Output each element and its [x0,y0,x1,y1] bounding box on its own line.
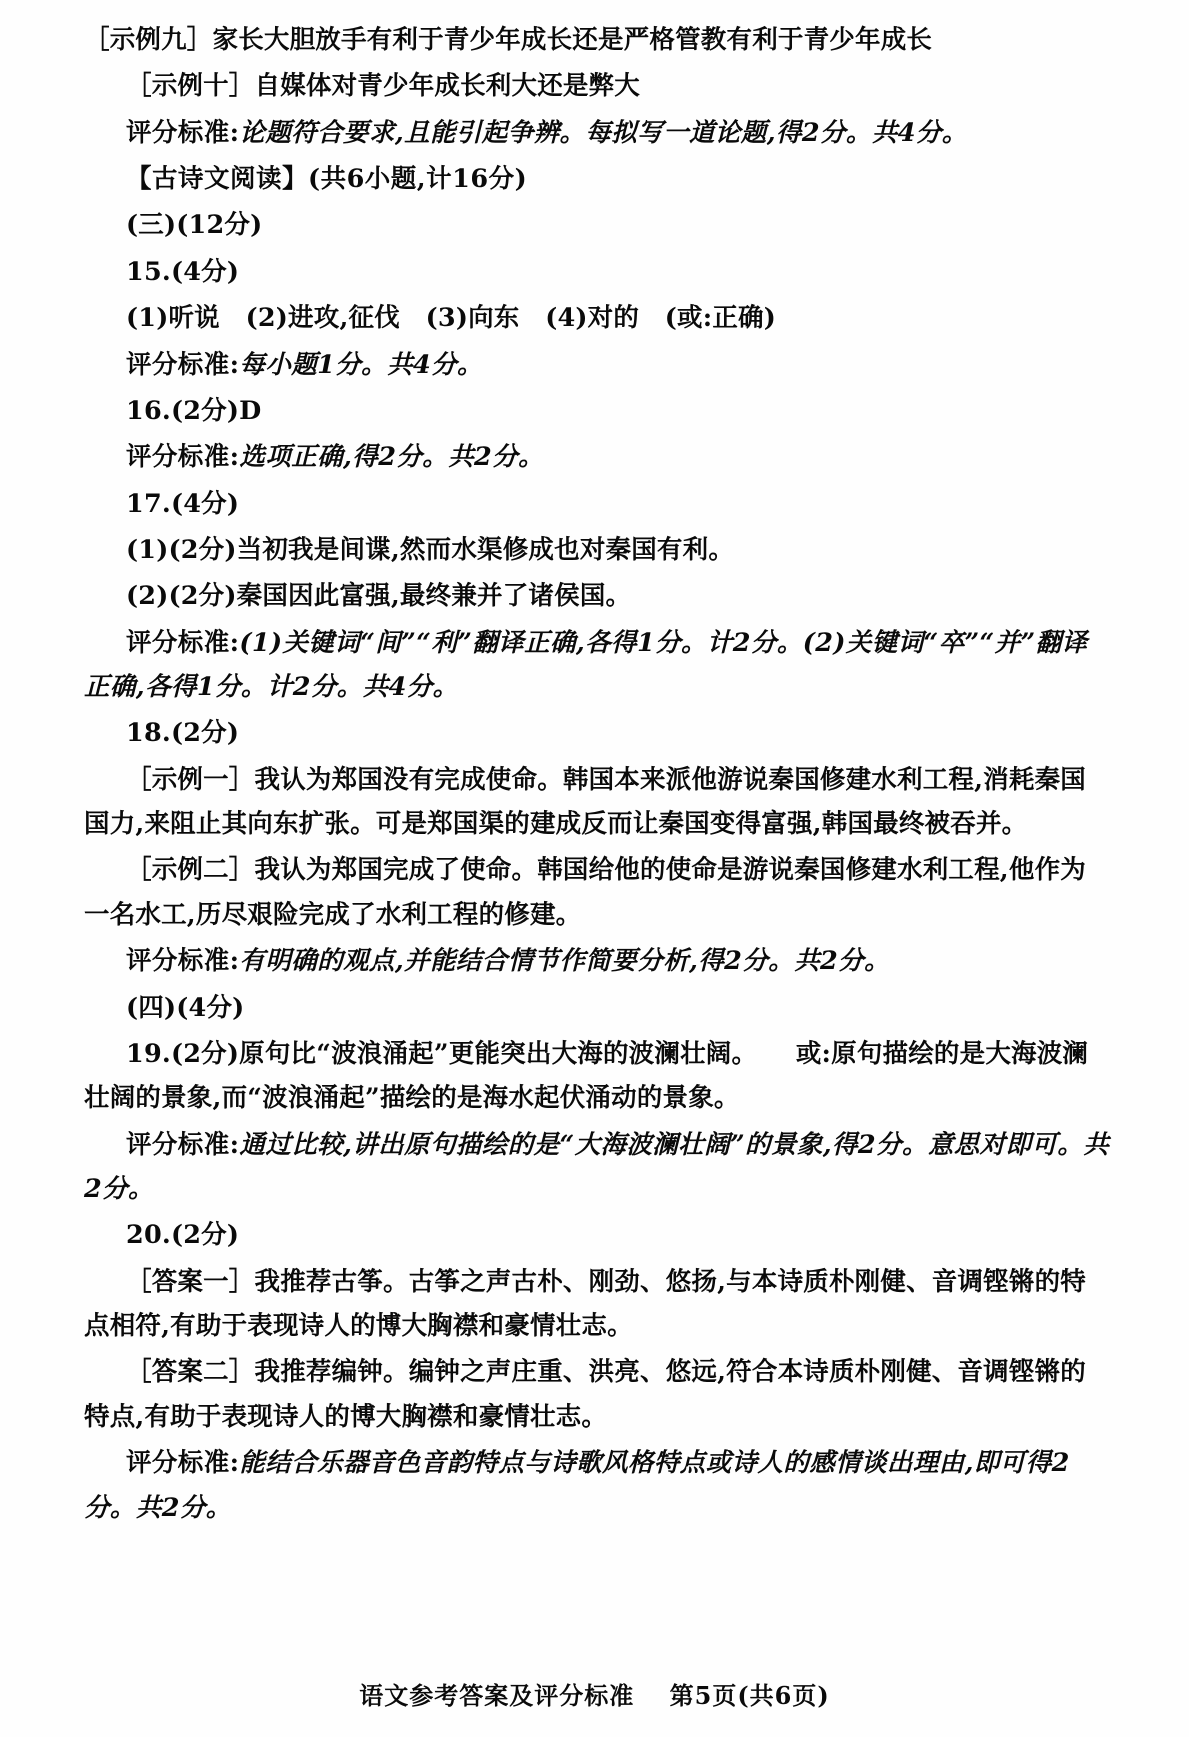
line-text: (三)(12分) [126,210,263,241]
doc-line-q20 [84,1213,1111,1257]
doc-line-crit-3 [84,435,1111,479]
line-text: (1)(2分)当初我是间谍,然而水渠修成也对秦国有利。 [126,534,735,565]
line-text: (四)(4分) [126,992,245,1023]
doc-line-part-4 [84,986,1111,1030]
doc-line-q19 [84,1032,1111,1121]
doc-line-ex9 [84,18,1111,62]
line-text: ［示例二］我认为郑国完成了使命。韩国给他的使命是游说秦国修建水利工程,他作为一名水工,历尽艰险完成了水利工程的修建。 [84,855,1086,930]
criteria-label: 评分标准: [126,946,240,977]
line-text: 16.(2分)D [126,395,262,426]
line-text: ［示例十］自媒体对青少年成长利大还是弊大 [126,71,641,102]
criteria-text: 论题符合要求,且能引起争辨。每拟写一道论题,得2分。共4分。 [239,117,968,148]
line-text: 【古诗文阅读】(共6小题,计16分) [126,164,528,195]
line-text: 18.(2分) [126,718,240,749]
criteria-text: 有明确的观点,并能结合情节作简要分析,得2分。共2分。 [239,946,890,977]
criteria-label: 评分标准: [126,117,240,148]
line-text: (1)听说 (2)进攻,征伐 (3)向东 (4)对的 (或:正确) [126,303,777,334]
doc-line-q18-ex2 [84,848,1111,937]
doc-line-section-gsw [84,157,1111,201]
line-text: 19.(2分)原句比“波浪涌起”更能突出大海的波澜壮阔。 或:原句描绘的是大海波澜壮阔的景象,而“波浪涌起”描绘的是海水起伏涌动的景象。 [84,1038,1089,1114]
line-text: (2)(2分)秦国因此富强,最终兼并了诸侯国。 [126,581,632,612]
criteria-label: 评分标准: [126,627,240,658]
doc-line-q20-a2 [84,1350,1111,1439]
line-text: ［示例一］我认为郑国没有完成使命。韩国本来派他游说秦国修建水利工程,消耗秦国国力,来阻止其向东扩张。可是郑国渠的建成反而让秦国变得富强,韩国最终被吞并。 [84,764,1086,840]
line-text: ［答案二］我推荐编钟。编钟之声庄重、洪亮、悠远,符合本诗质朴刚健、音调铿锵的特点,有助于表现诗人的博大胸襟和豪情壮志。 [84,1357,1086,1432]
line-text: 17.(4分) [126,488,240,519]
line-text: ［答案一］我推荐古筝。古筝之声古朴、刚劲、悠扬,与本诗质朴刚健、音调铿锵的特点相符,有助于表现诗人的博大胸襟和豪情壮志。 [84,1266,1086,1342]
doc-line-q15-ans [84,296,1111,340]
document-body [84,18,1111,1530]
doc-line-ex10 [84,64,1111,108]
criteria-text: 选项正确,得2分。共2分。 [239,442,544,473]
criteria-label: 评分标准: [126,349,240,380]
line-text: 15.(4分) [126,256,240,287]
criteria-label: 评分标准: [126,442,240,473]
footer-page-number: 第5页(共6页) [669,1681,830,1710]
doc-line-q17 [84,482,1111,526]
doc-line-q17-1 [84,528,1111,572]
criteria-text: (1)关键词“间”“利”翻译正确,各得1分。计2分。(2)关键词“卒”“并”翻译正确,各得1分。计2分。共4分。 [84,627,1088,703]
criteria-text: 通过比较,讲出原句描绘的是“大海波澜壮阔”的景象,得2分。意思对即可。共2分。 [84,1129,1110,1204]
doc-line-crit-5 [84,939,1111,983]
doc-line-part-3 [84,203,1111,247]
doc-line-crit-6 [84,1123,1111,1212]
doc-line-q20-a1 [84,1260,1111,1349]
line-text: ［示例九］家长大胆放手有利于青少年成长还是严格管教有利于青少年成长 [84,25,933,55]
line-text: 20.(2分) [126,1220,240,1251]
doc-line-crit-7 [84,1441,1111,1530]
criteria-text: 能结合乐器音色音韵特点与诗歌风格特点或诗人的感情谈出理由,即可得2分。共2分。 [84,1448,1070,1523]
doc-line-q17-2 [84,574,1111,618]
doc-line-crit-1 [84,111,1111,155]
doc-line-crit-2 [84,343,1111,387]
doc-line-q18 [84,711,1111,755]
doc-line-q18-ex1 [84,758,1111,847]
doc-line-crit-4 [84,621,1111,710]
criteria-label: 评分标准: [126,1129,240,1160]
criteria-label: 评分标准: [126,1448,240,1479]
doc-line-q16 [84,389,1111,433]
page-footer [0,1676,1189,1711]
doc-line-q15 [84,250,1111,294]
criteria-text: 每小题1分。共4分。 [239,349,483,380]
footer-title: 语文参考答案及评分标准 [359,1681,635,1710]
